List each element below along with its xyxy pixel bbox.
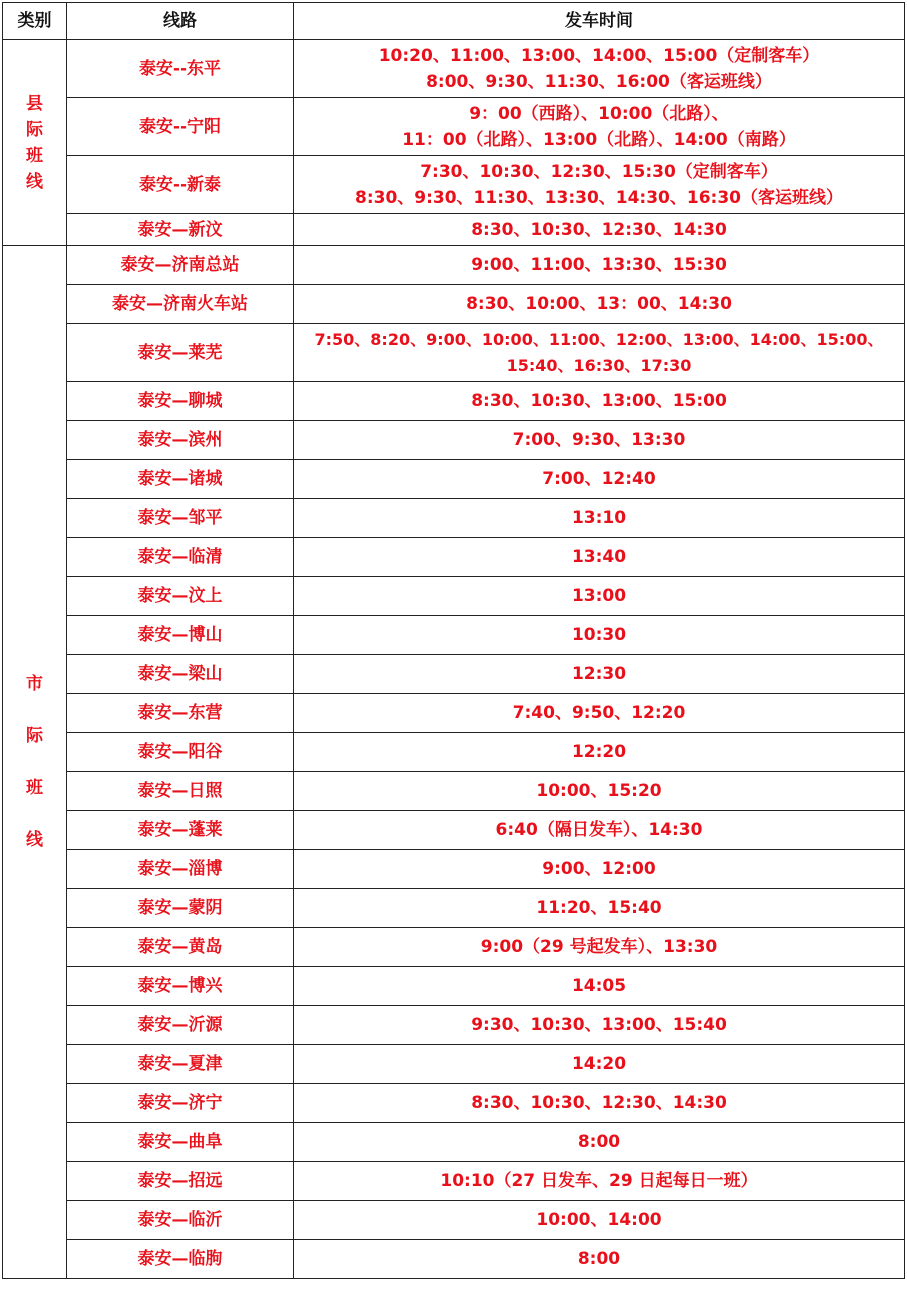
route-name: 泰安—阳谷	[67, 733, 294, 772]
route-name: 泰安—夏津	[67, 1045, 294, 1084]
route-name: 泰安—临清	[67, 538, 294, 577]
table-row	[3, 733, 905, 772]
route-name: 泰安—梁山	[67, 655, 294, 694]
departure-times	[294, 214, 905, 246]
departure-times	[294, 850, 905, 889]
departure-times	[294, 460, 905, 499]
time-line: 9：00（西路）、10:00（北路）、	[469, 103, 729, 124]
category-char: 线	[26, 171, 43, 192]
departure-times	[294, 1084, 905, 1123]
route-name: 泰安—邹平	[67, 499, 294, 538]
table-row	[3, 577, 905, 616]
route-name: 泰安—济南总站	[67, 246, 294, 285]
route-name: 泰安--新泰	[67, 156, 294, 214]
time-line: 8:30、9:30、11:30、13:30、14:30、16:30（客运班线）	[354, 187, 844, 208]
category-char: 线	[26, 830, 43, 850]
time-line: 10:00、14:00	[536, 1210, 662, 1230]
route-name: 泰安—曲阜	[67, 1123, 294, 1162]
time-line: 13:10	[571, 508, 627, 528]
category-char: 市	[26, 674, 43, 694]
table-row	[3, 382, 905, 421]
time-line: 8:30、10:30、13:00、15:00	[471, 391, 727, 411]
time-line: 7:50、8:20、9:00、10:00、11:00、12:00、13:00、14:00、15:00、	[314, 329, 884, 349]
departure-times	[294, 324, 905, 382]
time-line: 10:20、11:00、13:00、14:00、15:00（定制客车）	[378, 45, 820, 66]
time-line: 14:05	[571, 976, 627, 996]
route-name: 泰安—济宁	[67, 1084, 294, 1123]
time-line: 12:30	[571, 664, 627, 684]
time-line: 9:00、11:00、13:30、15:30	[471, 255, 727, 275]
bus-schedule-table	[2, 2, 905, 1279]
table-row	[3, 246, 905, 285]
table-row	[3, 421, 905, 460]
time-line: 11：00（北路）、13:00（北路）、14:00（南路）	[402, 129, 796, 150]
time-line: 8:00、9:30、11:30、16:00（客运班线）	[426, 71, 772, 92]
time-line: 13:00	[571, 586, 627, 606]
route-name: 泰安—博山	[67, 616, 294, 655]
time-line: 9:00、12:00	[542, 859, 656, 879]
table-row	[3, 616, 905, 655]
departure-times	[294, 928, 905, 967]
category-char: 班	[26, 145, 43, 166]
table-row	[3, 655, 905, 694]
table-row	[3, 460, 905, 499]
header-time: 发车时间	[294, 3, 905, 40]
table-row	[3, 967, 905, 1006]
category-city-lines	[3, 246, 67, 1279]
header-row	[3, 3, 905, 40]
category-char: 班	[26, 778, 43, 798]
route-name: 泰安--宁阳	[67, 98, 294, 156]
departure-times	[294, 577, 905, 616]
departure-times	[294, 246, 905, 285]
table-row	[3, 285, 905, 324]
time-line: 15:40、16:30、17:30	[506, 355, 692, 375]
table-row	[3, 928, 905, 967]
time-line: 13:40	[571, 547, 627, 567]
departure-times	[294, 1045, 905, 1084]
table-row	[3, 772, 905, 811]
time-line: 11:20、15:40	[536, 898, 662, 918]
table-row	[3, 1006, 905, 1045]
table-row	[3, 324, 905, 382]
route-name: 泰安—沂源	[67, 1006, 294, 1045]
category-char: 际	[26, 119, 43, 140]
departure-times	[294, 967, 905, 1006]
departure-times	[294, 1201, 905, 1240]
table-row	[3, 811, 905, 850]
time-line: 9:30、10:30、13:00、15:40	[471, 1015, 727, 1035]
table-row	[3, 1123, 905, 1162]
time-line: 7:40、9:50、12:20	[512, 703, 686, 723]
category-char: 际	[26, 726, 43, 746]
route-name: 泰安—东营	[67, 694, 294, 733]
departure-times	[294, 156, 905, 214]
departure-times	[294, 40, 905, 98]
table-row	[3, 40, 905, 98]
departure-times	[294, 1123, 905, 1162]
departure-times	[294, 285, 905, 324]
departure-times	[294, 733, 905, 772]
table-row	[3, 538, 905, 577]
route-name: 泰安—博兴	[67, 967, 294, 1006]
table-row	[3, 1201, 905, 1240]
time-line: 9:00（29 号起发车）、13:30	[480, 937, 718, 957]
departure-times	[294, 499, 905, 538]
route-name: 泰安—济南火车站	[67, 285, 294, 324]
departure-times	[294, 889, 905, 928]
table-row	[3, 499, 905, 538]
route-name: 泰安—招远	[67, 1162, 294, 1201]
category-county-lines	[3, 40, 67, 246]
time-line: 8:30、10:30、12:30、14:30	[471, 1093, 727, 1113]
route-name: 泰安—滨州	[67, 421, 294, 460]
route-name: 泰安—莱芜	[67, 324, 294, 382]
route-name: 泰安—淄博	[67, 850, 294, 889]
category-char: 县	[26, 93, 43, 114]
table-row	[3, 156, 905, 214]
time-line: 7:30、10:30、12:30、15:30（定制客车）	[420, 161, 778, 182]
route-name: 泰安—黄岛	[67, 928, 294, 967]
table-row	[3, 98, 905, 156]
table-row	[3, 1045, 905, 1084]
route-name: 泰安—临朐	[67, 1240, 294, 1279]
route-name: 泰安--东平	[67, 40, 294, 98]
departure-times	[294, 694, 905, 733]
header-category: 类别	[3, 3, 67, 40]
departure-times	[294, 811, 905, 850]
table-row	[3, 850, 905, 889]
schedule-body	[3, 40, 905, 1279]
departure-times	[294, 538, 905, 577]
departure-times	[294, 1162, 905, 1201]
time-line: 10:00、15:20	[536, 781, 662, 801]
time-line: 14:20	[571, 1054, 627, 1074]
route-name: 泰安—蓬莱	[67, 811, 294, 850]
route-name: 泰安—汶上	[67, 577, 294, 616]
time-line: 8:00	[577, 1249, 621, 1269]
departure-times	[294, 616, 905, 655]
table-row	[3, 214, 905, 246]
route-name: 泰安—日照	[67, 772, 294, 811]
route-name: 泰安—诸城	[67, 460, 294, 499]
departure-times	[294, 98, 905, 156]
time-line: 10:10（27 日发车、29 日起每日一班）	[440, 1171, 758, 1191]
departure-times	[294, 772, 905, 811]
time-line: 8:30、10:00、13：00、14:30	[466, 294, 732, 314]
time-line: 12:20	[571, 742, 627, 762]
table-row	[3, 1240, 905, 1279]
route-name: 泰安—临沂	[67, 1201, 294, 1240]
departure-times	[294, 421, 905, 460]
time-line: 7:00、9:30、13:30	[512, 430, 686, 450]
table-row	[3, 1162, 905, 1201]
departure-times	[294, 655, 905, 694]
table-row	[3, 889, 905, 928]
route-name: 泰安—蒙阴	[67, 889, 294, 928]
time-line: 6:40（隔日发车）、14:30	[495, 820, 703, 840]
header-route: 线路	[67, 3, 294, 40]
departure-times	[294, 1006, 905, 1045]
departure-times	[294, 382, 905, 421]
time-line: 8:00	[577, 1132, 621, 1152]
departure-times	[294, 1240, 905, 1279]
time-line: 10:30	[571, 625, 627, 645]
time-line: 8:30、10:30、12:30、14:30	[471, 219, 727, 240]
table-row	[3, 694, 905, 733]
route-name: 泰安—新汶	[67, 214, 294, 246]
table-row	[3, 1084, 905, 1123]
time-line: 7:00、12:40	[542, 469, 656, 489]
route-name: 泰安—聊城	[67, 382, 294, 421]
